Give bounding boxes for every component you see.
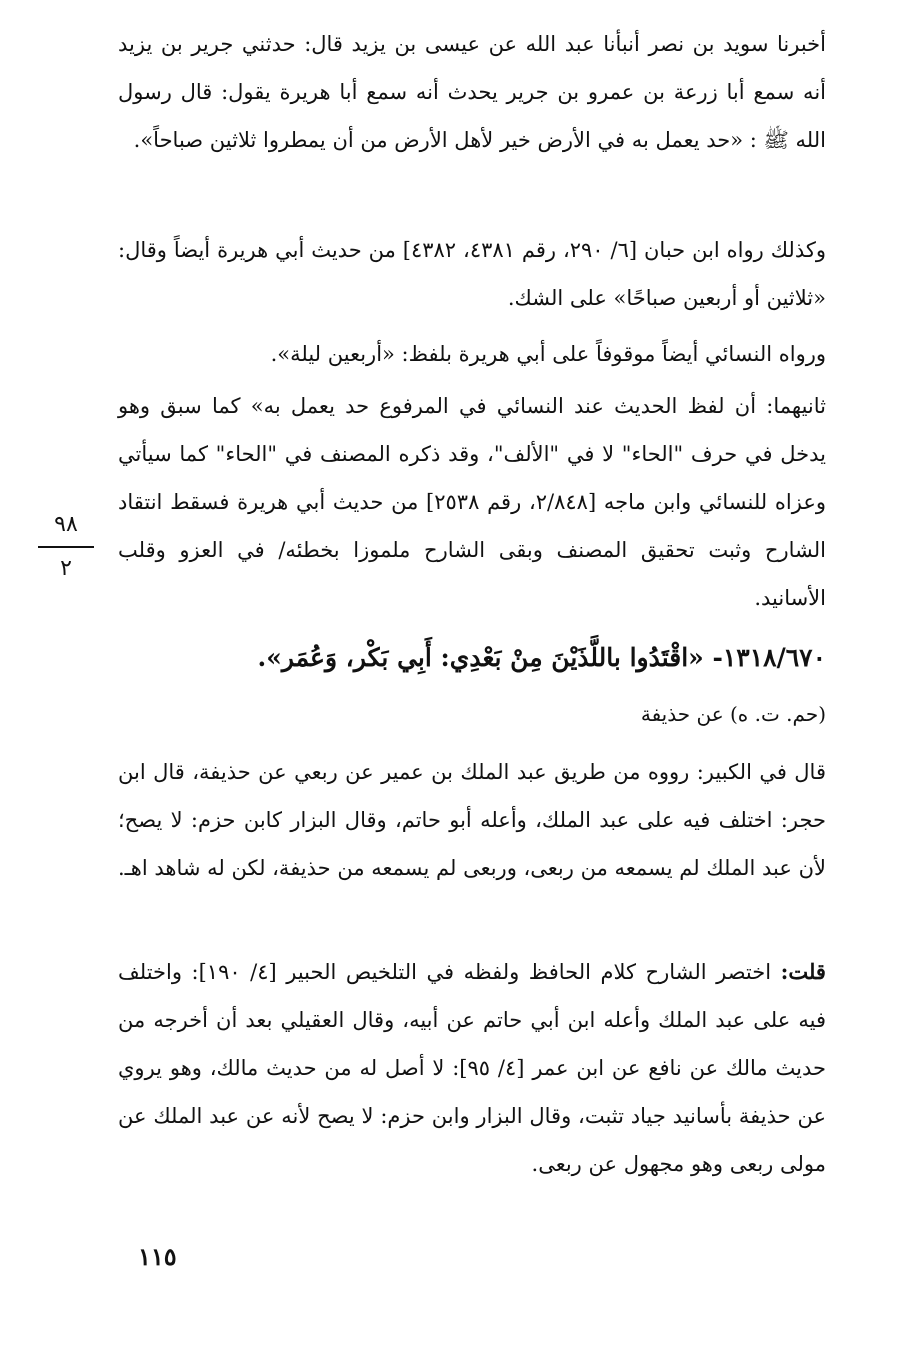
margin-reference-bottom: ٢ xyxy=(60,556,72,581)
hadith-heading: ١٣١٨/٦٧٠- «اقْتَدُوا باللَّذَيْنَ مِنْ بَعْدِي: أَبِي بَكْر، وَعُمَر». xyxy=(257,643,826,672)
paragraph-text: قال في الكبير: رووه من طريق عبد الملك بن عمير عن ربعي عن حذيفة، قال ابن حجر: اختلف فيه على عبد الملك، وأعله أبو حاتم، وقال البزار كابن حزم: لا يصح؛ لأن عبد الملك لم يسمعه من ربعى، وربعى لم يسمعه من حذيفة، لكن له شاهد اهـ. xyxy=(117,760,826,880)
qultu-label: قلت: xyxy=(780,959,826,984)
paragraph-text: اختصر الشارح كلام الحافظ ولفظه في التلخيص الحبير [٤/ ١٩٠]: واختلف فيه على عبد الملك وأعله ابن أبي حاتم عن أبيه، وقال العقيلي بعد أن أخرجه من حديث مالك عن نافع عن ابن عمر [٤/ ٩٥]: لا أصل له من حديث مالك، وهو يروي عن حذيفة بأسانيد جياد تثبت، وقال البزار وابن حزم: لا يصح لأنه عن عبد الملك عن مولى ربعى وهو مجهول عن ربعى. xyxy=(118,960,826,1176)
paragraph-qultu xyxy=(118,948,826,1188)
paragraph-text: أخبرنا سويد بن نصر أنبأنا عبد الله عن عيسى بن يزيد قال: حدثني جرير بن يزيد أنه سمع أبا زرعة بن عمرو بن جرير يحدث أنه سمع أبا هريرة يقول: قال رسول الله ﷺ : «حد يعمل به في الأرض خير لأهل الأرض من أن يمطروا ثلاثين صباحاً». xyxy=(118,32,826,152)
paragraph-text: ورواه النسائي أيضاً موقوفاً على أبي هريرة بلفظ: «أربعين ليلة». xyxy=(270,342,826,366)
hadith-source: (حم. ت. ه) عن حذيفة xyxy=(640,702,826,726)
margin-reference-top: ٩٨ xyxy=(54,512,78,537)
paragraph-al-kabir xyxy=(118,748,826,892)
page-number: ١١٥ xyxy=(138,1242,177,1271)
paragraph-nasai xyxy=(118,330,826,378)
margin-divider xyxy=(38,546,94,548)
paragraph-text: وكذلك رواه ابن حبان [٦/ ٢٩٠، رقم ٤٣٨١، ٤٣٨٢] من حديث أبي هريرة أيضاً وقال: «ثلاثين أو أربعين صباحًا» على الشك. xyxy=(118,238,826,310)
paragraph-second-point xyxy=(118,382,826,622)
margin-reference xyxy=(38,510,94,584)
paragraph-text: ثانيهما: أن لفظ الحديث عند النسائي في المرفوع حد يعمل به» كما سبق وهو يدخل في حرف "الحاء" لا في "الألف"، وقد ذكره المصنف في "الحاء" كما سيأتي وعزاه للنسائي وابن ماجه [٢/٨٤٨، رقم ٢٥٣٨] من حديث أبي هريرة فسقط انتقاد الشارح وثبت تحقيق المصنف وبقى الشارح ملموزا بخطئه/ في العزو وقلب الأسانيد. xyxy=(118,394,826,610)
paragraph-chain-of-narration xyxy=(118,20,826,164)
paragraph-body xyxy=(118,948,826,1188)
paragraph-ibn-hibban xyxy=(118,226,826,322)
